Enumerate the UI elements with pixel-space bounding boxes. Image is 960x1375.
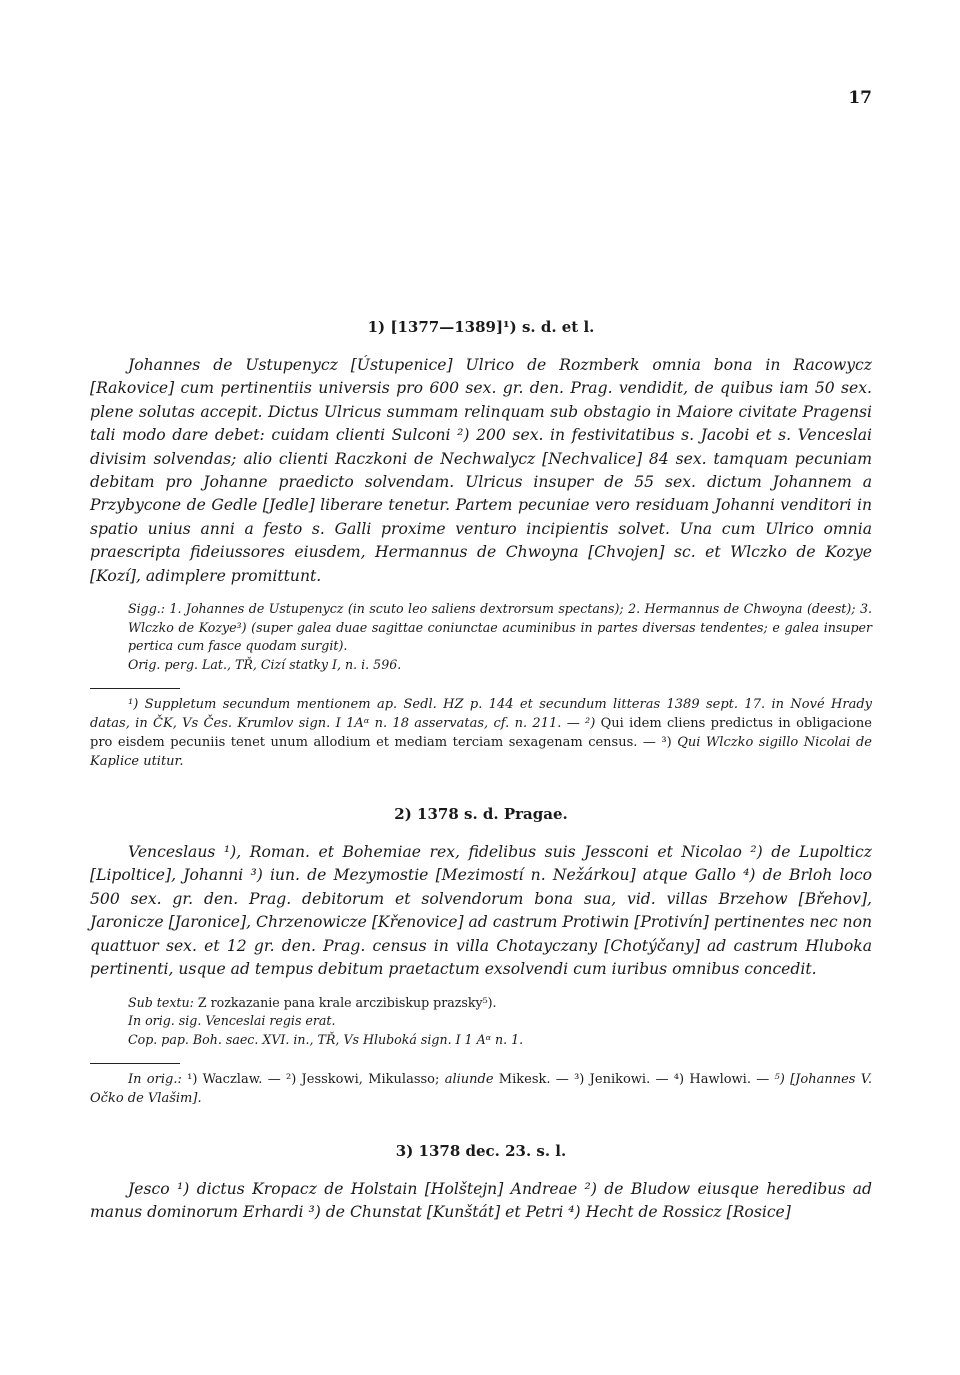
charter-3: [90, 1142, 872, 1225]
sub-textu-label: Sub textu:: [128, 994, 194, 1010]
footnote-variants-2: Mikesk. — ³) Jenikowi. — ⁴) Hawlowi. —: [493, 1072, 775, 1087]
footnote-5-text: ⁵) [Johannes V. Očko de Vlašim].: [90, 1072, 872, 1106]
charter-2-text: Venceslaus ¹), Roman. et Bohemiae rex, fidelibus suis Jessconi et Nicolao ²) de Lupolticz [Lipoltice], Johanni ³) iun. de Mezymostie [Mezimostí n. Nežárkou] atque Gallo ⁴) de Brloh loco 500 sex. gr. den. Prag. debitorum et solvendorum bona sua, vid. villas Brzehow [Břehov], Jaronicze [Jaronice], Chrzenowicze [Křenovice] ad castrum Protiwin [Protivín] pertinentes nec non quattuor sex. et 12 gr. den. Prag. census in villa Chotayczany [Chotýčany] ad castrum Hluboka pertinenti, usque ad tempus debitum praetactum exsolvendi cum iuribus omnibus concedit.: [90, 843, 872, 979]
charter-2-source: Cop. pap. Boh. saec. XVI. in., TŘ, Vs Hluboká sign. I 1 Aᵅ n. 1.: [128, 1031, 524, 1047]
in-orig-label: In orig.:: [128, 1072, 182, 1087]
footnote-rule: [90, 688, 180, 689]
footnote-2-text: Qui idem cliens predictus in obligacione pro eisdem pecuniis tenet unum allodium et mediam terciam sexagenam census. — ³): [90, 716, 872, 751]
footnote-variants-1: ¹) Waczlaw. — ²) Jesskowi, Mikulasso;: [181, 1072, 445, 1087]
charter-1-heading: 1) [1377—1389]¹) s. d. et l.: [367, 318, 595, 336]
aliunde-word: aliunde: [444, 1072, 494, 1087]
charter-2: [90, 805, 872, 1108]
sub-textu-text: Z rozkazanie pana krale arczibiskup prazsky⁵).: [193, 994, 497, 1010]
footnote-rule: [90, 1063, 180, 1064]
charter-1: [90, 318, 872, 771]
charter-1-source: Orig. perg. Lat., TŘ, Cizí statky I, n. i. 596.: [128, 656, 402, 672]
charter-2-subtext: [128, 994, 872, 1013]
charter-3-text: Jesco ¹) dictus Kropacz de Holstain [Holštejn] Andreae ²) de Bludow eiusque heredibus ad manus dominorum Erhardi ³) de Chunstat [Kunštát] et Petri ⁴) Hecht de Rossicz [Rosice]: [90, 1180, 872, 1222]
charter-2-heading: 2) 1378 s. d. Pragae.: [394, 805, 568, 824]
charter-1-notes: [128, 600, 872, 674]
charter-2-footnotes: [90, 1070, 872, 1108]
charter-3-heading: 3) 1378 dec. 23. s. l.: [395, 1142, 567, 1160]
charter-1-footnotes: [90, 695, 872, 771]
charter-1-seals: Sigg.: 1. Johannes de Ustupenycz (in scuto leo saliens dextrorsum spectans); 2. Hermannus de Chwoyna (deest); 3. Wlczko de Kozye³) (super galea duae sagittae coniunctae acuminibus in partes diversas tendentes; e galea insuper pertica cum fasce quodam surgit).: [128, 601, 872, 654]
page-number: 17: [848, 88, 872, 108]
footnote-1-text: ¹) Suppletum secundum mentionem ap. Sedl. HZ p. 144 et secundum litteras 1389 sept. 17. in Nové Hrady datas, in ČK, Vs Čes. Krumlov sign. I 1Aᵅ n. 18 asservatas, cf. n. 211. — ²): [90, 697, 872, 732]
charter-1-text: Johannes de Ustupenycz [Ústupenice] Ulrico de Rozmberk omnia bona in Racowycz [Rakovice] cum pertinentiis universis pro 600 sex. gr. den. Prag. vendidit, de quibus iam 50 sex. plene solutas accepit. Dictus Ulricus summam relinquam sub obstagio in Maiore civitate Pragensi tali modo dare debet: cuidam clienti Sulconi ²) 200 sex. in festivitatibus s. Jacobi et s. Venceslai divisim solvendas; alio clienti Raczkoni de Nechwalycz [Nechvalice] 84 sex. tamquam pecuniam debitam pro Johanne praedicto solvendam. Ulricus insuper de 55 sex. dictum Johannem a Przybycone de Gedle [Jedle] liberare tenetur. Partem pecuniae vero residuam Johanni venditori in spatio unius anni a festo s. Galli proxime venturo incipientis solvet. Una cum Ulrico omnia praescripta fideiussores eiusdem, Hermannus de Chwoyna [Chvojen] sc. et Wlczko de Kozye [Kozí], adimplere promittunt.: [90, 356, 872, 585]
footnote-3-text: Qui Wlczko sigillo Nicolai de Kaplice utitur.: [90, 735, 872, 770]
charter-2-notes: [128, 994, 872, 1050]
charter-2-seal-note: In orig. sig. Venceslai regis erat.: [128, 1013, 336, 1028]
document-body: [90, 318, 872, 1225]
